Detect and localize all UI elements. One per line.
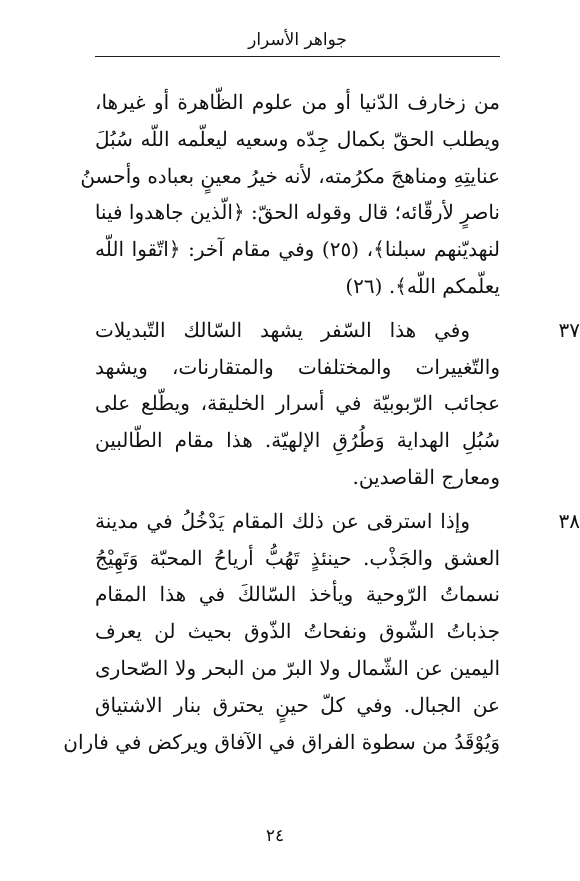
text-line: عجائب الرّبوبيّة في أسرار الخليقة، ويطّلع على <box>95 391 500 416</box>
text-line: ناصرٍ لأرقّائه؛ قال وقوله الحقّ: ﴿الّذين جاهدوا فينا <box>94 200 500 225</box>
text-line: لنهديّنهم سبلنا﴾، (٢٥) وفي مقام آخر: ﴿اتّقوا اللّه <box>95 237 500 262</box>
text-line: سُبُلِ الهداية وَطُرُقِ الإلهيّة. هذا مقام الطّالبين <box>95 428 500 453</box>
page-number: ٢٤ <box>265 826 285 846</box>
text-line: وإذا استرقى عن ذلك المقام يَدْخُلُ في مدينة <box>95 508 470 533</box>
text-line: عنايتِهِ ومناهجَ مكرُمته، لأنه خيرُ معينٍ بعباده وأحسنُ <box>80 163 500 188</box>
text-line: وَيُوْقَدُ من سطوة الفراق في الآفاق ويركض في فاران <box>63 729 500 754</box>
text-line: ومعارج القاصدين. <box>352 464 500 489</box>
paragraph-number: ٣٧ <box>558 317 580 342</box>
paragraph <box>63 503 580 761</box>
text-line: العشق والجَذْب. حينئذٍ تَهُبُّ أرياحُ المحبّة وَتَهِيْجُ <box>95 545 500 570</box>
text-line: وفي هذا السّفر يشهد السّالك التّبديلات <box>95 317 470 342</box>
paragraph <box>95 312 580 496</box>
body-text <box>63 84 580 760</box>
text-line: والتّغييرات والمختلفات والمتقارنات، ويشهد <box>95 354 500 379</box>
paragraph <box>80 84 500 305</box>
text-line: من زخارف الدّنيا أو من علوم الظّاهرة أو غيرها، <box>95 90 500 114</box>
header-divider <box>95 56 500 57</box>
text-line: نسماتُ الرّوحية ويأخذ السّالكَ في هذا المقام <box>95 582 500 607</box>
text-line: ويطلب الحقّ بكمال جِدّه وسعيه ليعلّمه اللّه سُبُلَ <box>95 126 500 151</box>
text-line: جذباتُ الشّوق ونفحاتُ الذّوق بحيث لن يعرف <box>95 619 500 644</box>
text-line: اليمين عن الشّمال ولا البرّ من البحر ولا الصّحارى <box>95 655 500 680</box>
running-header-title: جواهر الأسرار <box>248 30 347 50</box>
text-line: يعلّمكم اللّه﴾. (٢٦) <box>345 273 500 298</box>
paragraph-number: ٣٨ <box>558 508 580 533</box>
text-line: عن الجبال. وفي كلّ حينٍ يحترق بنار الاشتياق <box>95 692 500 717</box>
